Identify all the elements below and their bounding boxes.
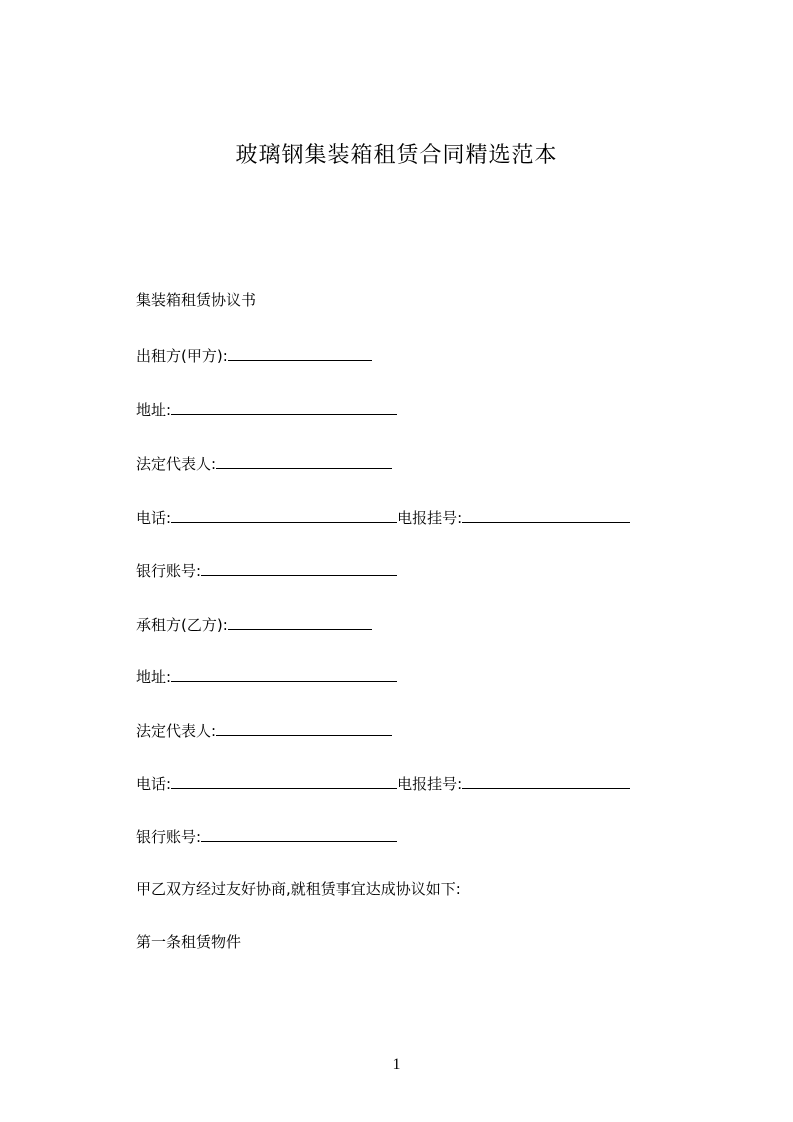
lessee-address-blank[interactable] xyxy=(171,664,397,682)
lessee-line xyxy=(136,612,372,636)
lessee-rep-label: 法定代表人: xyxy=(136,722,217,740)
lessor-bank-blank[interactable] xyxy=(201,558,397,576)
lessor-phone-line xyxy=(136,505,630,529)
lessee-bank-blank[interactable] xyxy=(201,824,397,842)
lessee-address-label: 地址: xyxy=(136,668,172,686)
lessor-telegraph-blank[interactable] xyxy=(462,505,630,523)
lessor-bank-line xyxy=(136,558,397,582)
lessor-telegraph-label: 电报挂号: xyxy=(397,509,463,527)
lessor-rep-blank[interactable] xyxy=(216,451,392,469)
lessee-blank[interactable] xyxy=(228,612,372,630)
lessee-phone-line xyxy=(136,771,630,795)
lessor-bank-label: 银行账号: xyxy=(136,562,202,580)
agreement-intro: 甲乙双方经过友好协商,就租赁事宜达成协议如下: xyxy=(136,880,461,898)
document-title: 玻璃钢集装箱租赁合同精选范本 xyxy=(235,143,558,168)
lessee-rep-blank[interactable] xyxy=(216,718,392,736)
lessee-telegraph-blank[interactable] xyxy=(462,771,630,789)
lessor-rep-line xyxy=(136,451,392,475)
lessor-blank[interactable] xyxy=(228,343,372,361)
lessor-label: 出租方(甲方): xyxy=(136,347,228,365)
lessee-telegraph-label: 电报挂号: xyxy=(397,775,463,793)
agreement-heading: 集装箱租赁协议书 xyxy=(136,291,257,309)
lessor-address-line xyxy=(136,397,397,421)
lessor-phone-blank[interactable] xyxy=(171,505,397,523)
lessee-bank-line xyxy=(136,824,397,848)
lessor-line xyxy=(136,343,372,367)
lessee-address-line xyxy=(136,664,397,688)
lessee-phone-label: 电话: xyxy=(136,775,172,793)
lessor-rep-label: 法定代表人: xyxy=(136,455,217,473)
page-number: 1 xyxy=(392,1056,401,1073)
lessee-bank-label: 银行账号: xyxy=(136,828,202,846)
lessee-rep-line xyxy=(136,718,392,742)
lessor-address-blank[interactable] xyxy=(171,397,397,415)
lessor-phone-label: 电话: xyxy=(136,509,172,527)
lessee-label: 承租方(乙方): xyxy=(136,616,228,634)
lessee-phone-blank[interactable] xyxy=(171,771,397,789)
lessor-address-label: 地址: xyxy=(136,401,172,419)
article-1-heading: 第一条租赁物件 xyxy=(136,933,242,951)
